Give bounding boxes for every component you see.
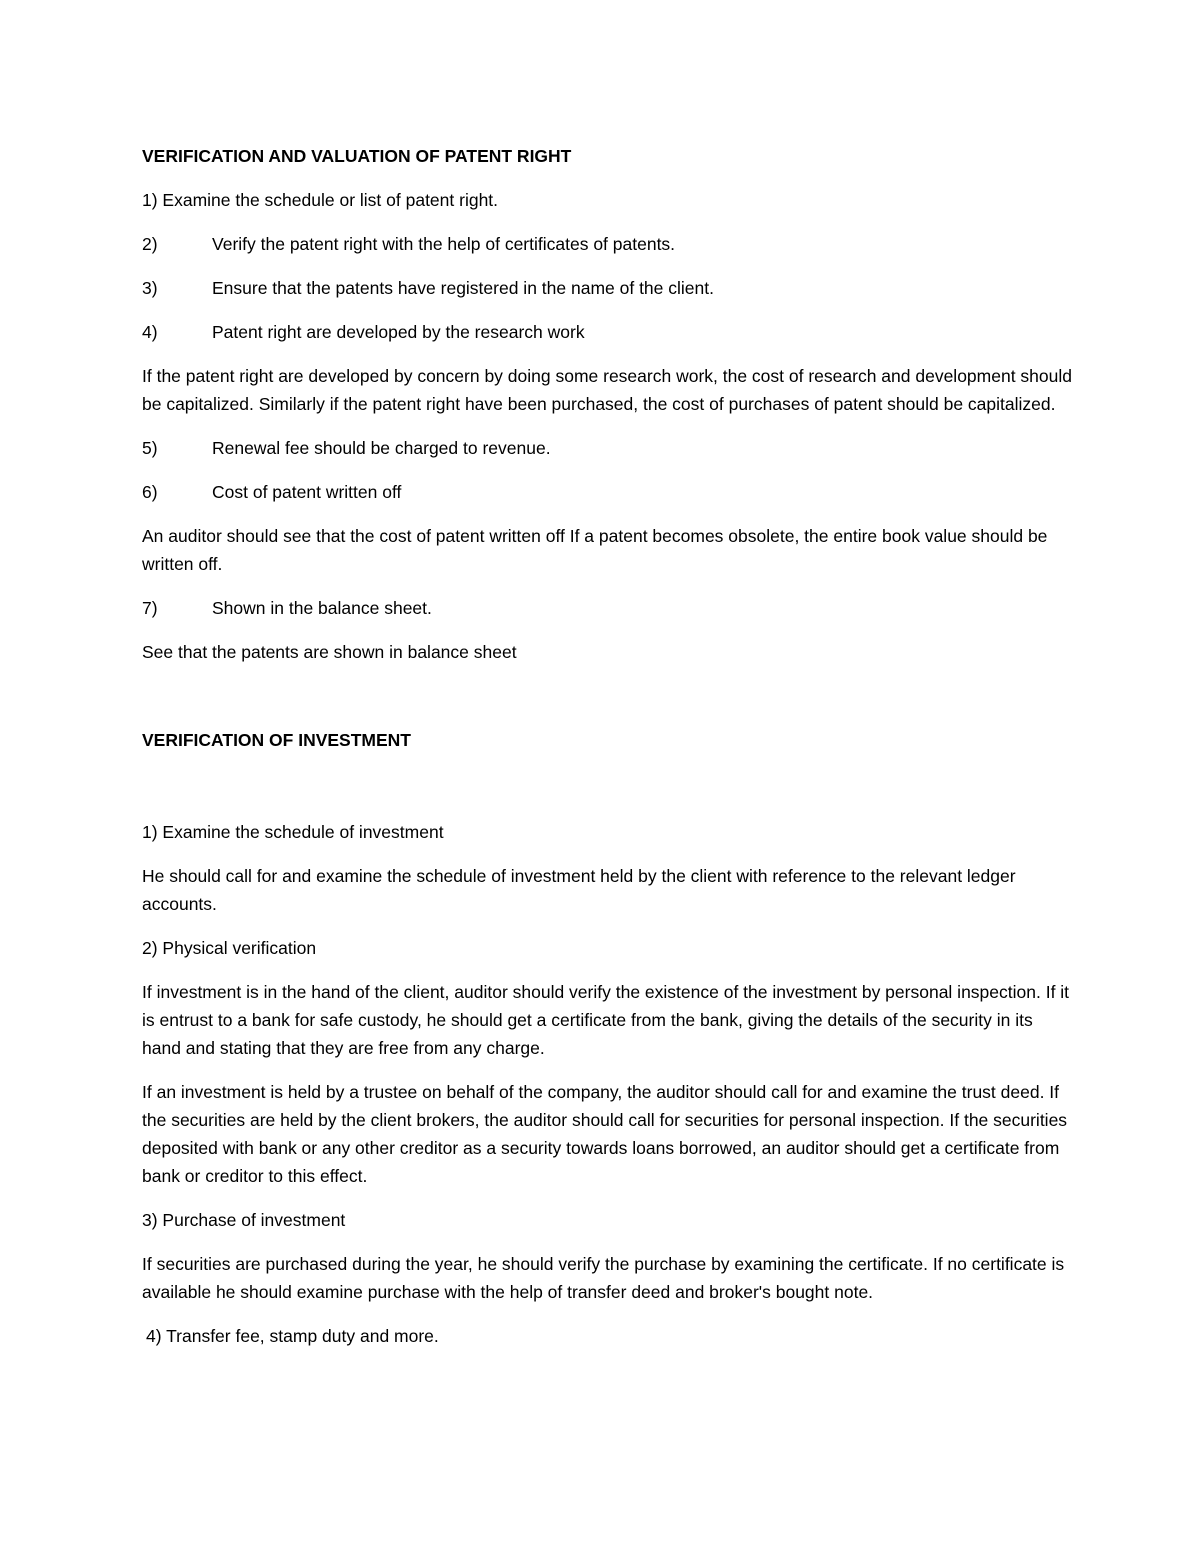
item-number: 3) bbox=[142, 278, 158, 298]
section-heading-patent-right: VERIFICATION AND VALUATION OF PATENT RIGHT bbox=[142, 146, 572, 166]
investment-subheading-3: 3) Purchase of investment bbox=[142, 1210, 346, 1230]
patent-item-2 bbox=[142, 230, 1072, 258]
patent-item-7 bbox=[142, 594, 1072, 622]
investment-subheading-2: 2) Physical verification bbox=[142, 938, 317, 958]
item-number: 5) bbox=[142, 438, 158, 458]
item-number: 7) bbox=[142, 598, 158, 618]
patent-item-5 bbox=[142, 434, 1072, 462]
patent-paragraph-written-off: An auditor should see that the cost of patent written off If a patent becomes obsolete, the entire book value should be written off. bbox=[142, 526, 1048, 574]
investment-subheading-4: 4) Transfer fee, stamp duty and more. bbox=[146, 1326, 439, 1346]
item-text: Verify the patent right with the help of certificates of patents. bbox=[212, 234, 676, 254]
document-page bbox=[142, 142, 1072, 1366]
item-text: Shown in the balance sheet. bbox=[212, 598, 432, 618]
item-number: 2) bbox=[142, 234, 158, 254]
item-number: 6) bbox=[142, 482, 158, 502]
item-number: 4) bbox=[142, 322, 158, 342]
patent-item-4 bbox=[142, 318, 1072, 346]
item-text: Cost of patent written off bbox=[212, 482, 402, 502]
patent-item-1: 1) Examine the schedule or list of patent right. bbox=[142, 190, 499, 210]
investment-paragraph-purchase: If securities are purchased during the year, he should verify the purchase by examining the certificate. If no certificate is available he should examine purchase with the help of transfer deed and broker's bought note. bbox=[142, 1254, 1065, 1302]
item-text: Patent right are developed by the research work bbox=[212, 322, 585, 342]
item-text: Renewal fee should be charged to revenue. bbox=[212, 438, 551, 458]
patent-item-6 bbox=[142, 478, 1072, 506]
investment-paragraph-schedule: He should call for and examine the schedule of investment held by the client with reference to the relevant ledger accounts. bbox=[142, 866, 1016, 914]
investment-subheading-1: 1) Examine the schedule of investment bbox=[142, 822, 444, 842]
patent-paragraph-balance-sheet: See that the patents are shown in balance sheet bbox=[142, 642, 517, 662]
investment-paragraph-physical: If investment is in the hand of the client, auditor should verify the existence of the investment by personal inspection. If it is entrust to a bank for safe custody, he should get a certificate from the bank, giving the details of the security in its hand and stating that they are free from any charge. bbox=[142, 982, 1070, 1058]
patent-item-3 bbox=[142, 274, 1072, 302]
patent-paragraph-research: If the patent right are developed by concern by doing some research work, the cost of research and development should be capitalized. Similarly if the patent right have been purchased, the cost of purchases of patent should be capitalized. bbox=[142, 366, 1072, 414]
item-text: Ensure that the patents have registered in the name of the client. bbox=[212, 278, 714, 298]
section-heading-investment: VERIFICATION OF INVESTMENT bbox=[142, 730, 411, 750]
investment-paragraph-trustee: If an investment is held by a trustee on behalf of the company, the auditor should call for and examine the trust deed. If the securities are held by the client brokers, the auditor should call for securities for personal inspection. If the securities deposited with bank or any other creditor as a security towards loans borrowed, an auditor should get a certificate from bank or creditor to this effect. bbox=[142, 1082, 1068, 1186]
